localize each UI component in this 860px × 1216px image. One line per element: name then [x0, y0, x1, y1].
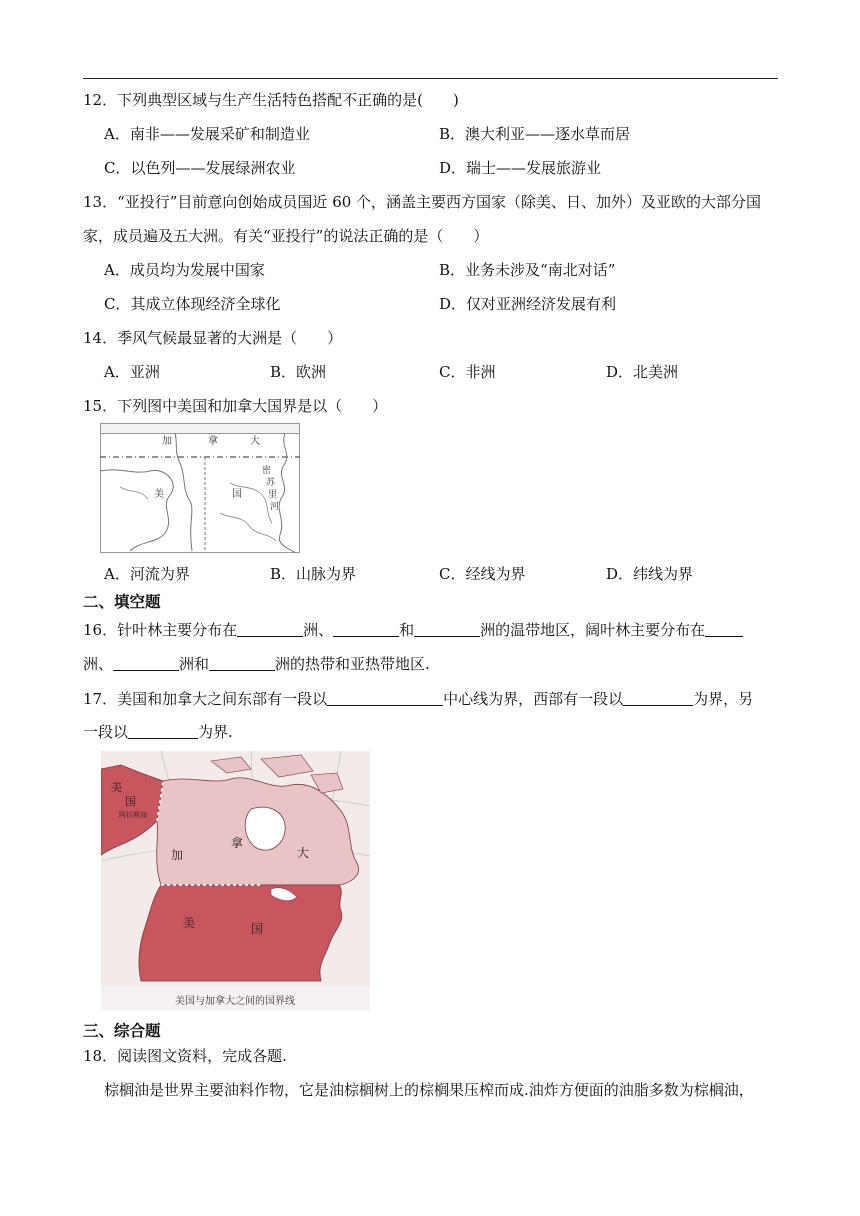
question-13-option-b: B．业务未涉及“南北对话”: [439, 261, 616, 279]
question-17-text-5: 为界.: [198, 723, 233, 741]
question-15-option-c: C．经线为界: [439, 565, 526, 583]
section-2-heading: 二、填空题: [83, 593, 161, 611]
question-16-text-6: 洲和: [179, 655, 210, 673]
header-rule: [83, 78, 778, 79]
map17-label-mei-alaska: 美: [111, 781, 122, 794]
section-3-heading: 三、综合题: [83, 1022, 161, 1040]
fill-blank-9[interactable]: [128, 722, 198, 739]
map17-label-mei: 美: [183, 916, 196, 930]
question-13-option-a: A．成员均为发展中国家: [104, 261, 265, 279]
question-15-option-b: B．山脉为界: [270, 565, 357, 583]
question-12-option-c: C．以色列——发展绿洲农业: [104, 159, 296, 177]
us-canada-map: [101, 751, 370, 1011]
question-14-option-a: A．亚洲: [104, 363, 160, 381]
question-13-option-c: C．其成立体现经济全球化: [104, 295, 281, 313]
question-16-text-1: 16．针叶林主要分布在: [83, 621, 238, 639]
fill-blank-4[interactable]: [705, 620, 743, 637]
fill-blank-5[interactable]: [113, 654, 179, 671]
border-map: [100, 423, 300, 553]
question-17-line2: [83, 722, 233, 742]
map17-caption: 美国与加拿大之间的国界线: [175, 996, 295, 1007]
question-18-stem: 18．阅读图文资料，完成各题.: [83, 1047, 287, 1065]
map-label-su: 苏: [266, 478, 276, 488]
question-16-text-7: 洲的热带和亚热带地区.: [275, 655, 430, 673]
question-14-option-d: D．北美洲: [606, 363, 679, 381]
map-label-mi: 密: [262, 466, 272, 476]
map-label-mei: 美: [154, 489, 164, 500]
question-16-text-2: 洲、: [303, 621, 334, 639]
question-15-option-d: D．纬线为界: [606, 565, 694, 583]
question-17-text-4: 一段以: [83, 723, 129, 741]
map17-label-alaska: 阿拉斯加: [119, 811, 147, 819]
question-16-text-3: 和: [399, 621, 415, 639]
us-canada-map-figure: [101, 751, 370, 1011]
map17-label-guo-alaska: 国: [125, 795, 136, 808]
question-16-line1: [83, 620, 743, 640]
question-12-stem: 12．下列典型区域与生产生活特色搭配不正确的是( ): [83, 91, 459, 109]
question-17-line1: [83, 689, 753, 709]
question-17-text-3: 为界，另: [693, 690, 754, 708]
question-17-text-2: 中心线为界，西部有一段以: [443, 690, 624, 708]
question-13-stem-line1: 13．“亚投行”目前意向创始成员国近 60 个，涵盖主要西方国家（除美、日、加外）及亚欧的大部分国: [83, 193, 762, 211]
map-label-guo: 国: [232, 489, 242, 500]
border-map-figure: [100, 423, 300, 553]
question-12-option-a: A．南非——发展采矿和制造业: [104, 125, 310, 143]
question-17-text-1: 17．美国和加拿大之间东部有一段以: [83, 690, 328, 708]
question-13-option-d: D．仅对亚洲经济发展有利: [439, 295, 617, 313]
question-14-option-c: C．非洲: [439, 363, 496, 381]
fill-blank-7[interactable]: [327, 689, 443, 706]
fill-blank-8[interactable]: [623, 689, 693, 706]
map17-label-guo: 国: [251, 922, 264, 936]
map-label-he: 河: [270, 502, 280, 512]
map17-label-da: 大: [297, 846, 310, 860]
question-14-stem: 14．季风气候最显著的大洲是（ ）: [83, 329, 343, 347]
map-label-na: 拿: [208, 436, 218, 447]
question-15-stem: 15．下列图中美国和加拿大国界是以（ ）: [83, 397, 388, 415]
fill-blank-3[interactable]: [414, 620, 480, 637]
question-13-stem-line2: 家，成员遍及五大洲。有关“亚投行”的说法正确的是（ ）: [83, 227, 489, 245]
fill-blank-2[interactable]: [333, 620, 399, 637]
question-15-option-a: A．河流为界: [104, 565, 190, 583]
question-18-paragraph: 棕榈油是世界主要油料作物，它是油棕榈树上的棕榈果压榨而成.油炸方便面的油脂多数为棕榈油，: [104, 1081, 754, 1099]
question-16-text-4: 洲的温带地区，阔叶林主要分布在: [480, 621, 706, 639]
question-14-option-b: B．欧洲: [270, 363, 327, 381]
map17-label-jia: 加: [171, 848, 184, 862]
map-label-da: 大: [250, 436, 260, 447]
question-16-line2: [83, 654, 430, 674]
question-12-option-b: B．澳大利亚——逐水草而居: [439, 125, 631, 143]
fill-blank-6[interactable]: [209, 654, 275, 671]
map17-label-na: 拿: [231, 836, 244, 850]
map-label-jia: 加: [162, 436, 172, 447]
fill-blank-1[interactable]: [237, 620, 303, 637]
map-label-li: 里: [268, 490, 278, 500]
question-12-option-d: D．瑞士——发展旅游业: [439, 159, 602, 177]
question-16-text-5: 洲、: [83, 655, 114, 673]
